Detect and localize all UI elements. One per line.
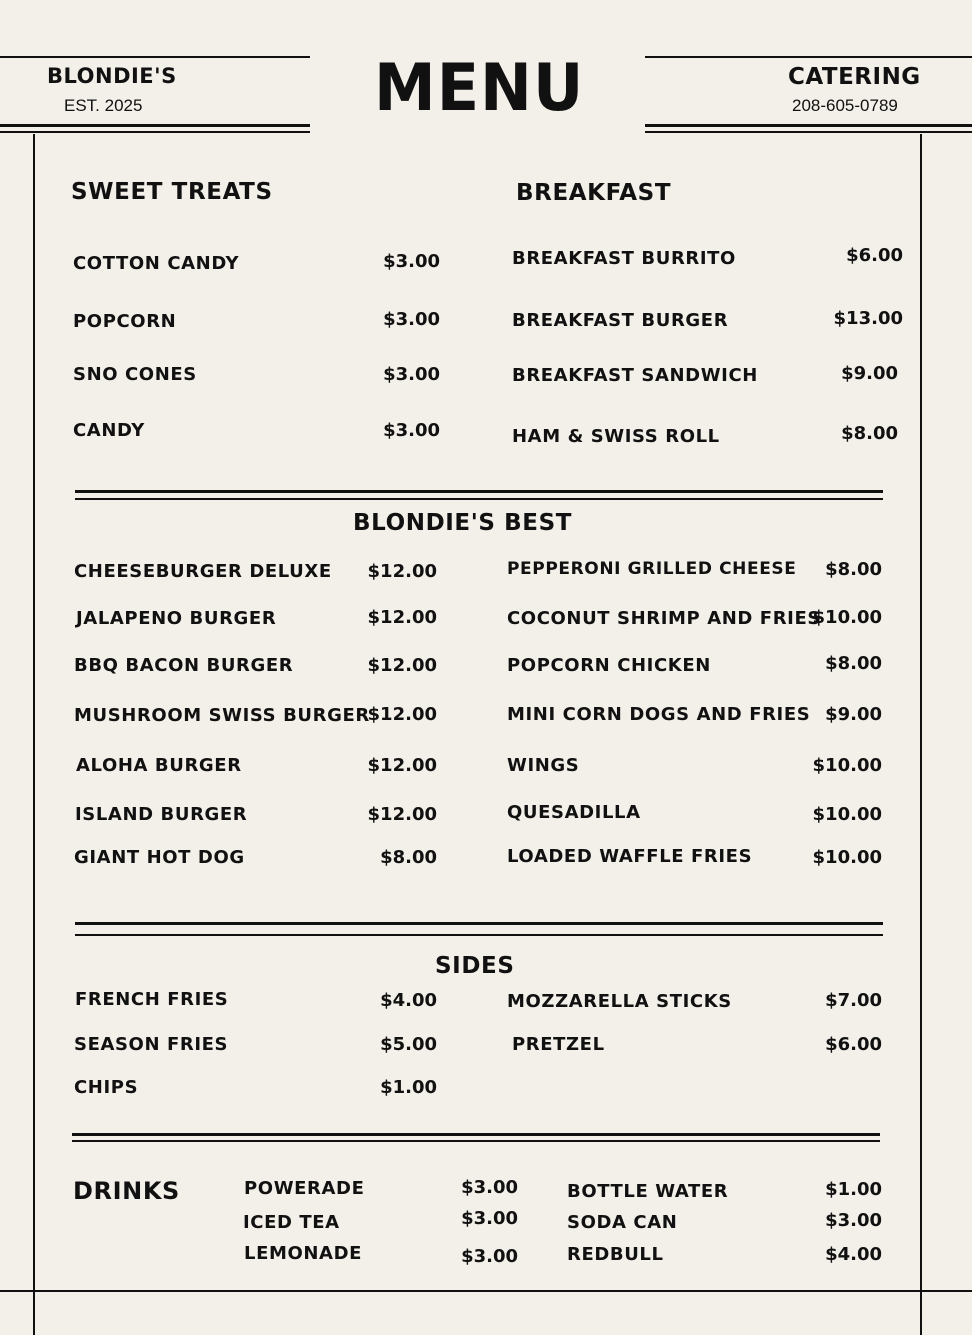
menu-item-name: ISLAND BURGER [75,804,248,825]
menu-item-price: $3.00 [383,364,440,385]
menu-item-name: MUSHROOM SWISS BURGER [74,705,370,726]
drinks-title: DRINKS [73,1177,180,1205]
menu-item-price: $4.00 [825,1244,882,1265]
sweet-treats-title: SWEET TREATS [71,179,273,205]
section-divider [75,922,883,925]
menu-item-price: $12.00 [367,655,437,676]
brand-name: BLONDIE'S [47,64,177,88]
menu-item-price: $12.00 [367,704,437,725]
frame-bottom-line [0,1290,972,1292]
menu-item-price: $10.00 [812,607,882,628]
menu-item-price: $6.00 [825,1034,882,1055]
menu-item-name: COCONUT SHRIMP AND FRIES [507,608,821,629]
menu-item-name: PEPPERONI GRILLED CHEESE [507,559,797,579]
header-left-bottom-rule-thin [0,131,310,133]
menu-item-name: GIANT HOT DOG [74,847,245,868]
menu-item-name: BREAKFAST SANDWICH [512,365,758,386]
menu-item-name: POWERADE [244,1178,365,1199]
header-right-bottom-rule-thin [645,131,972,133]
menu-item-price: $12.00 [367,607,437,628]
menu-item-price: $10.00 [812,804,882,825]
menu-item-price: $3.00 [383,420,440,441]
menu-item-name: BREAKFAST BURGER [512,310,729,331]
section-divider [75,490,883,493]
menu-item-name: SNO CONES [73,364,197,385]
page-title: MENU [374,49,585,126]
menu-item-name: PRETZEL [512,1034,605,1055]
menu-item-name: CHIPS [74,1077,139,1098]
menu-item-price: $3.00 [383,251,440,272]
catering-label: CATERING [788,64,921,90]
menu-item-price: $3.00 [461,1177,518,1198]
menu-item-price: $3.00 [825,1210,882,1231]
menu-item-name: LEMONADE [244,1243,363,1264]
menu-item-name: FRENCH FRIES [75,989,229,1010]
menu-item-price: $9.00 [825,704,882,725]
menu-item-name: BBQ BACON BURGER [74,655,294,676]
header-left-top-rule [0,56,310,58]
menu-item-name: CANDY [73,420,145,441]
menu-item-price: $12.00 [367,804,437,825]
menu-item-name: JALAPENO BURGER [76,608,277,629]
menu-item-price: $7.00 [825,990,882,1011]
header-right-bottom-rule [645,124,972,127]
menu-item-name: SODA CAN [567,1212,678,1233]
menu-item-price: $8.00 [841,423,898,444]
menu-item-name: REDBULL [567,1244,664,1265]
menu-item-price: $3.00 [461,1208,518,1229]
menu-item-name: BREAKFAST BURRITO [512,248,736,269]
menu-item-price: $8.00 [380,847,437,868]
menu-item-name: CHEESEBURGER DELUXE [74,561,332,582]
menu-item-price: $10.00 [812,755,882,776]
breakfast-title: BREAKFAST [516,180,672,206]
section-divider [72,1133,880,1136]
menu-item-price: $9.00 [841,363,898,384]
menu-item-name: COTTON CANDY [73,253,240,274]
menu-item-price: $12.00 [367,755,437,776]
section-divider-thin [75,934,883,936]
menu-item-name: SEASON FRIES [74,1034,229,1055]
frame-left-line [33,134,35,1335]
menu-item-name: POPCORN [73,311,177,332]
menu-item-name: POPCORN CHICKEN [507,655,711,676]
menu-item-price: $1.00 [825,1179,882,1200]
menu-item-price: $5.00 [380,1034,437,1055]
section-divider-thin [72,1140,880,1142]
header-right-top-rule [645,56,972,58]
sides-title: SIDES [435,953,515,979]
menu-item-name: BOTTLE WATER [567,1181,729,1202]
menu-item-name: LOADED WAFFLE FRIES [507,846,753,867]
menu-item-price: $6.00 [846,245,903,266]
catering-phone: 208-605-0789 [792,96,898,115]
menu-item-name: MINI CORN DOGS AND FRIES [507,704,811,725]
menu-item-price: $4.00 [380,990,437,1011]
menu-item-price: $3.00 [461,1246,518,1267]
menu-item-price: $10.00 [812,847,882,868]
menu-item-name: HAM & SWISS ROLL [512,426,720,447]
menu-item-price: $3.00 [383,309,440,330]
menu-item-price: $8.00 [825,559,882,580]
menu-item-price: $1.00 [380,1077,437,1098]
header-left-bottom-rule [0,124,310,127]
menu-item-name: ICED TEA [243,1212,340,1233]
established-date: EST. 2025 [64,96,143,115]
blondies-best-title: BLONDIE'S BEST [353,510,573,536]
menu-item-price: $12.00 [367,561,437,582]
section-divider-thin [75,498,883,500]
menu-item-name: MOZZARELLA STICKS [507,991,732,1012]
menu-item-name: ALOHA BURGER [76,755,242,776]
frame-right-line [920,134,922,1335]
menu-item-name: WINGS [507,755,580,776]
menu-item-price: $8.00 [825,653,882,674]
menu-item-name: QUESADILLA [507,802,641,823]
menu-item-price: $13.00 [833,308,903,329]
